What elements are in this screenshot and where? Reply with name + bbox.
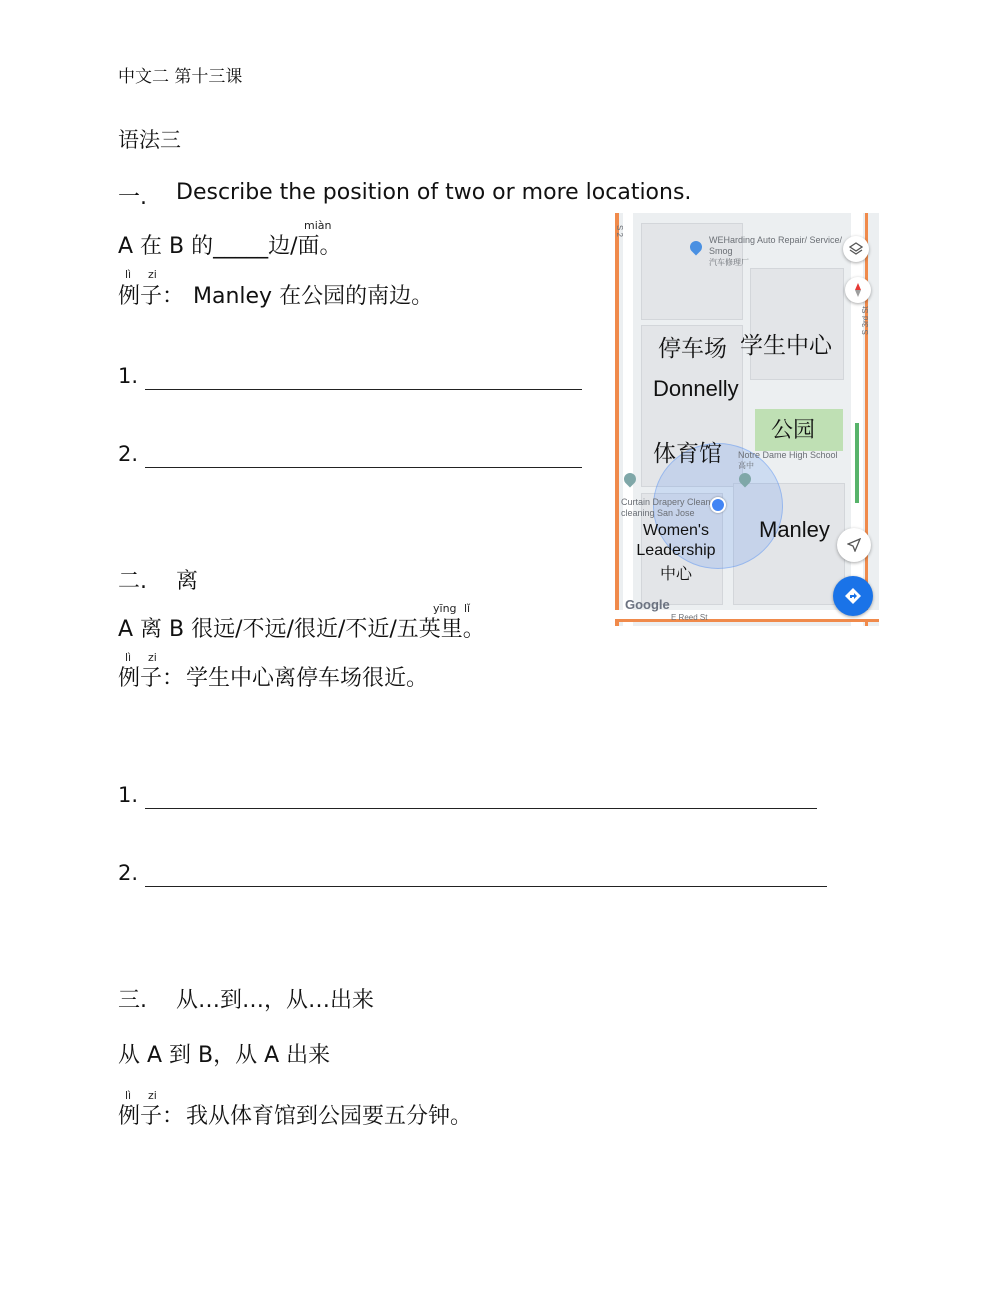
part1-answer-line-1[interactable]	[145, 389, 582, 390]
part1-heading: Describe the position of two or more locations.	[176, 180, 692, 205]
section-title: 语法三	[118, 128, 181, 152]
compass-icon	[852, 282, 864, 298]
part2-pinyin-ying: yīng	[433, 602, 457, 615]
cleaner-name: Curtain Drapery Clean cleaning San Jose	[621, 497, 711, 518]
compass-button[interactable]	[845, 277, 871, 303]
part2-heading: 离	[176, 569, 199, 594]
example2-label: 例子：	[118, 666, 185, 691]
part2-blank-label: 2.	[118, 861, 139, 885]
road-right-edge	[865, 213, 868, 626]
example3-pinyin-zi: zi	[148, 1089, 157, 1102]
street-reed: E Reed St	[671, 613, 708, 622]
campus-map	[615, 213, 879, 626]
part2-pinyin-li: lǐ	[464, 602, 471, 615]
google-logo: Google	[625, 597, 670, 612]
layers-button[interactable]	[843, 236, 869, 262]
part1-pinyin-mian: miàn	[304, 219, 332, 232]
street-s2: S 2	[615, 225, 624, 238]
part1-number: 一.	[118, 185, 147, 210]
course-header: 中文二 第十三课	[118, 67, 243, 87]
part1-pattern: A 在 B 的_____边/面。	[118, 234, 342, 259]
road-s2	[623, 213, 633, 626]
label-womens-2: Leadership	[636, 542, 716, 559]
street-s3rd: S 3rd St	[861, 306, 870, 335]
road-s3rd	[851, 213, 863, 626]
example1-pinyin-zi: zi	[148, 268, 157, 281]
part1-blank-label: 1.	[118, 364, 139, 388]
layers-icon	[849, 242, 863, 256]
label-park: 公园	[771, 417, 816, 442]
example1-label: 例子：	[118, 284, 185, 309]
school-name: Notre Dame High School	[738, 450, 838, 460]
part2-number: 二.	[118, 569, 147, 594]
directions-button[interactable]	[833, 576, 873, 616]
label-donnelly: Donnelly	[653, 376, 739, 401]
directions-icon	[844, 587, 862, 605]
my-location-button[interactable]	[837, 528, 871, 562]
shop-name-cn: 汽车修理厂	[709, 258, 749, 267]
example2-text: 学生中心离停车场很近。	[186, 666, 429, 691]
navigate-arrow-icon	[847, 538, 861, 552]
road-bottom-edge	[615, 619, 879, 622]
example3-text: 我从体育馆到公园要五分钟。	[186, 1104, 473, 1129]
part3-number: 三.	[118, 988, 147, 1013]
part2-answer-line-1[interactable]	[145, 808, 817, 809]
part2-pattern: A 离 B 很远/不远/很近/不近/五英里。	[118, 617, 485, 642]
block	[750, 268, 844, 380]
label-gym: 体育馆	[653, 440, 722, 466]
example1-text: Manley 在公园的南边。	[193, 284, 434, 309]
school-name-cn: 高中	[738, 461, 754, 470]
label-womens-1: Women's	[643, 522, 709, 539]
part2-answer-line-2[interactable]	[145, 886, 827, 887]
example3-pinyin-li: lì	[125, 1089, 132, 1102]
part2-blank-label: 1.	[118, 783, 139, 807]
part3-heading: 从…到…，从…出来	[176, 988, 375, 1013]
example2-pinyin-zi: zi	[148, 651, 157, 664]
label-student-center: 学生中心	[740, 332, 832, 358]
part1-blank-label: 2.	[118, 442, 139, 466]
part3-pattern: 从 A 到 B，从 A 出来	[118, 1043, 331, 1068]
label-manley: Manley	[759, 517, 830, 542]
example3-label: 例子：	[118, 1104, 185, 1129]
label-parking: 停车场	[658, 335, 727, 361]
traffic-green	[855, 423, 859, 503]
example1-pinyin-li: lì	[125, 268, 132, 281]
example2-pinyin-li: lì	[125, 651, 132, 664]
part1-answer-line-2[interactable]	[145, 467, 582, 468]
label-womens-3: 中心	[659, 566, 692, 583]
shop-name: WEHarding Auto Repair/ Service/ Smog	[709, 235, 843, 256]
road-left	[615, 213, 619, 626]
